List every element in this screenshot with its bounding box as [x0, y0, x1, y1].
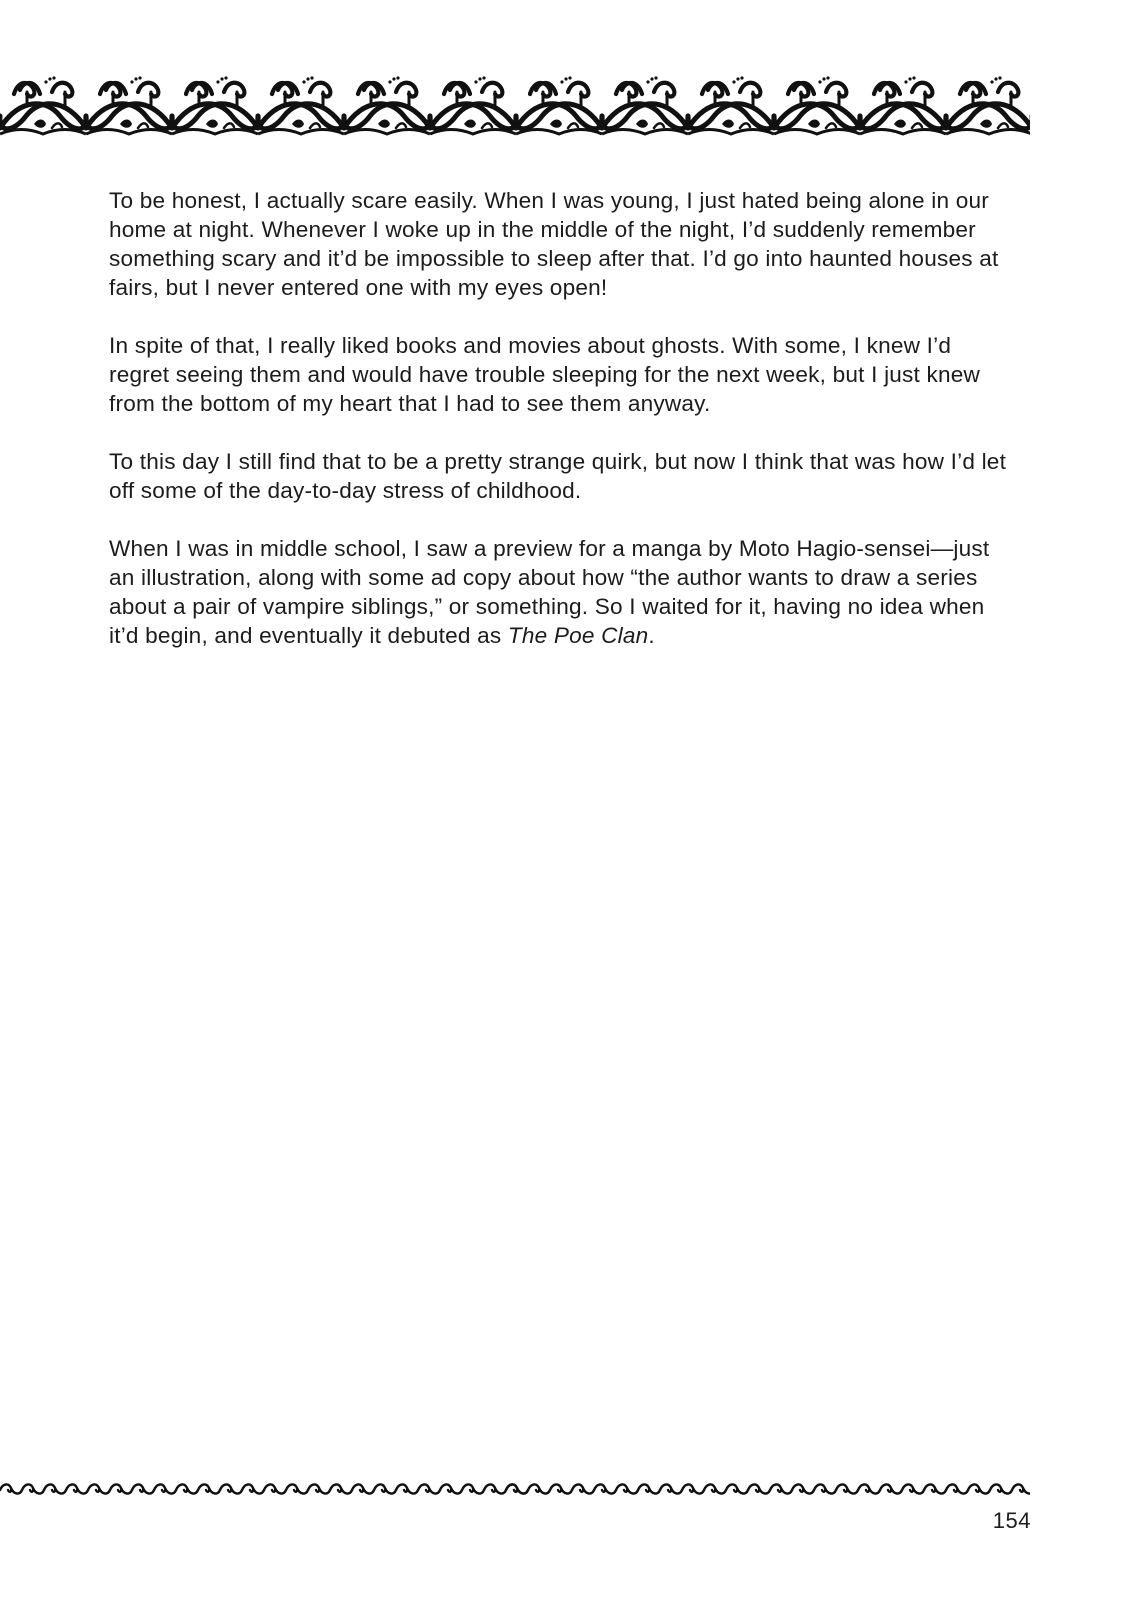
paragraph-2: In spite of that, I really liked books and movies about ghosts. With some, I knew I’d regret seeing them and would have trouble sleeping for the next week, but I just knew from the bottom of my heart that I had to see them anyway.	[109, 333, 981, 416]
paragraph-4	[109, 534, 1009, 650]
ornamental-vine-border-icon	[0, 72, 1030, 138]
paragraph-3: To this day I still find that to be a pretty strange quirk, but now I think that was how I’d let off some of the day-to-day stress of childhood.	[109, 449, 1007, 503]
page-number: 154	[992, 1508, 1031, 1533]
title-period: .	[648, 623, 655, 648]
paragraph-4-text: When I was in middle school, I saw a preview for a manga by Moto Hagio-sensei—just an illustration, along with some ad copy about how “the author wants to draw a series about a pair of vampire siblings,” or something. So I waited for it, having no idea when it’d begin, and eventually it debuted as	[109, 536, 990, 648]
wave-scroll-border-icon	[0, 1481, 1030, 1497]
book-title: The Poe Clan	[507, 623, 649, 648]
paragraph-1: To be honest, I actually scare easily. When I was young, I just hated being alone in our home at night. Whenever I woke up in the middle of the night, I’d suddenly remember something scary and it’d be impossible to sleep after that. I’d go into haunted houses at fairs, but I never entered one with my eyes open!	[109, 188, 999, 300]
body-text	[109, 186, 1009, 679]
